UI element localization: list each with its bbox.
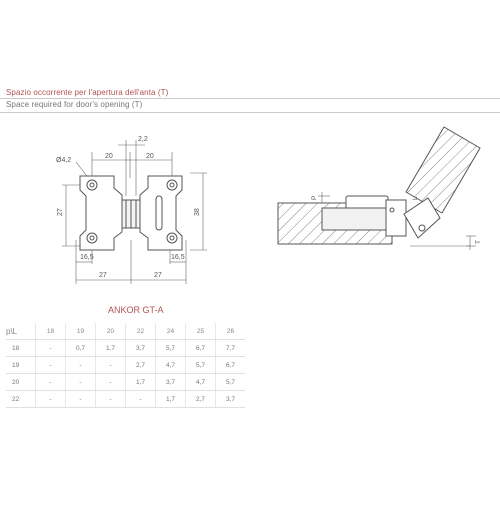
column-header: 26 bbox=[216, 323, 246, 340]
table-cell: 5,7 bbox=[186, 357, 216, 374]
table-cell: 2,7 bbox=[126, 357, 156, 374]
table-cell: 5,7 bbox=[216, 374, 246, 391]
table-cell: - bbox=[66, 357, 96, 374]
label-l: L bbox=[412, 196, 419, 200]
title-english: Space required for door's opening (T) bbox=[6, 100, 143, 109]
row-header: 20 bbox=[6, 374, 36, 391]
dim-bottom-left-label: 27 bbox=[99, 272, 107, 279]
column-header: 24 bbox=[156, 323, 186, 340]
dim-top-right-label: 20 bbox=[146, 153, 154, 160]
table-cell: 4,7 bbox=[186, 374, 216, 391]
dim-top-left-label: 20 bbox=[105, 153, 113, 160]
table-cell: 2,7 bbox=[186, 391, 216, 408]
dim-bottom-left-inner-label: 16,5 bbox=[80, 254, 94, 261]
table-cell: - bbox=[126, 391, 156, 408]
table-row bbox=[6, 374, 245, 391]
table-cell: - bbox=[96, 357, 126, 374]
label-p: P bbox=[311, 195, 318, 200]
table-cell: 3,7 bbox=[126, 340, 156, 357]
row-header: 18 bbox=[6, 340, 36, 357]
table-cell: 1,7 bbox=[156, 391, 186, 408]
table-row bbox=[6, 391, 245, 408]
column-header: 19 bbox=[66, 323, 96, 340]
dim-bottom-right-inner-label: 16,5 bbox=[171, 254, 185, 261]
table-cell: 4,7 bbox=[156, 357, 186, 374]
label-t: T bbox=[475, 240, 482, 244]
dim-left-height-label: 27 bbox=[57, 208, 64, 216]
table-header-row bbox=[6, 323, 245, 340]
table-cell: - bbox=[66, 374, 96, 391]
table-corner-label: p\L bbox=[6, 323, 36, 340]
table-cell: 3,7 bbox=[216, 391, 246, 408]
row-header: 19 bbox=[6, 357, 36, 374]
table-cell: - bbox=[36, 340, 66, 357]
dim-gap-label: 2,2 bbox=[138, 136, 148, 143]
column-header: 18 bbox=[36, 323, 66, 340]
table-cell: - bbox=[96, 391, 126, 408]
dim-right-height-label: 38 bbox=[194, 208, 201, 216]
table-cell: 7,7 bbox=[216, 340, 246, 357]
table-title: ANKOR GT-A bbox=[108, 305, 164, 315]
table-cell: - bbox=[36, 391, 66, 408]
table-cell: 6,7 bbox=[216, 357, 246, 374]
dim-bottom-right-label: 27 bbox=[154, 272, 162, 279]
column-header: 20 bbox=[96, 323, 126, 340]
column-header: 25 bbox=[186, 323, 216, 340]
title-italian: Spazio occorrente per l'apertura dell'anta (T) bbox=[6, 88, 169, 97]
table-cell: 5,7 bbox=[156, 340, 186, 357]
table-cell: 0,7 bbox=[66, 340, 96, 357]
table-row bbox=[6, 357, 245, 374]
column-header: 22 bbox=[126, 323, 156, 340]
row-header: 22 bbox=[6, 391, 36, 408]
table-cell: - bbox=[36, 357, 66, 374]
opening-space-table bbox=[6, 323, 245, 408]
table-cell: 3,7 bbox=[156, 374, 186, 391]
table-cell: 1,7 bbox=[126, 374, 156, 391]
dim-hole-label: Ø4,2 bbox=[56, 157, 72, 164]
hinge-section-view bbox=[278, 127, 482, 250]
table-cell: - bbox=[36, 374, 66, 391]
table-cell: 1,7 bbox=[96, 340, 126, 357]
table-cell: - bbox=[96, 374, 126, 391]
table-cell: 6,7 bbox=[186, 340, 216, 357]
table-cell: - bbox=[66, 391, 96, 408]
table-row bbox=[6, 340, 245, 357]
